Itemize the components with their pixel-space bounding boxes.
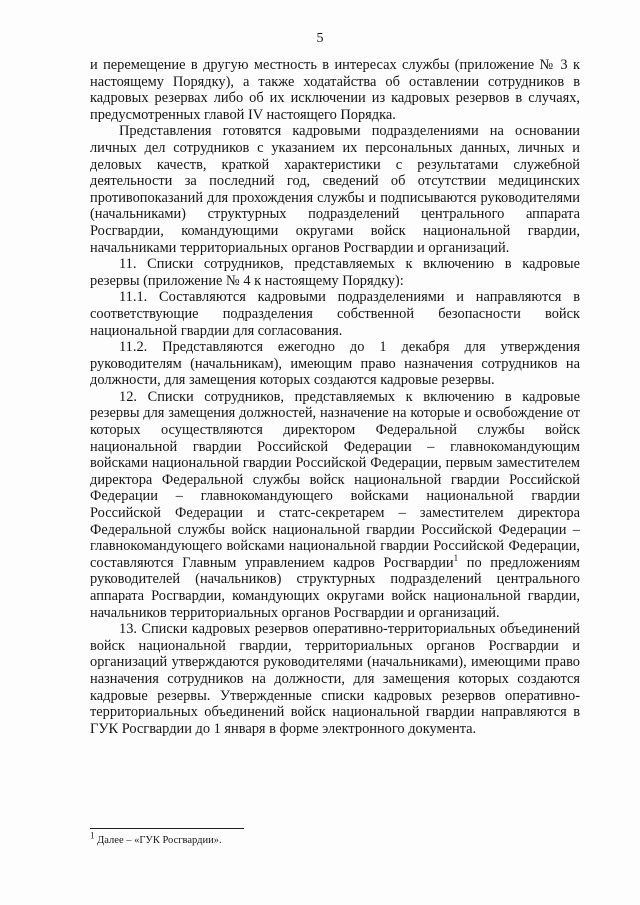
footnote-text: Далее – «ГУК Росгвардии». (94, 835, 222, 846)
footnote (90, 830, 580, 847)
paragraph-item-11-2: 11.2. Представляются ежегодно до 1 декабря для утверждения руководителям (начальникам), имеющим право назначения сотрудников на должности, для замещения которых создаются кадровые резервы. (90, 339, 580, 389)
footnote-separator (90, 828, 244, 829)
paragraph-continuation: и перемещение в другую местность в интересах службы (приложение № 3 к настоящему Порядку), а также ходатайства об оставлении сотрудников в кадровых резервах либо об их исключении из кадровых резервов в случаях, предусмотренных главой IV настоящего Порядка. (90, 57, 580, 123)
paragraph-item-13: 13. Списки кадровых резервов оперативно-территориальных объединений войск национальной гвардии, территориальных органов Росгвардии и организаций утверждаются руководителями (начальниками), имеющими право назначения сотрудников на должности, для замещения которых создаются кадровые резервы. Утвержденные списки кадровых резервов оперативно-территориальных объединений войск национальной гвардии направляются в ГУК Росгвардии до 1 января в форме электронного документа. (90, 621, 580, 737)
footnote-mark: 1 (90, 830, 95, 841)
paragraph-item-12-text: 12. Списки сотрудников, представляемых к включению в кадровые резервы для замещения должностей, назначение на которые и освобождение от которых осуществляются директором Федеральной службы войск национальной гвардии Российской Федерации – главнокомандующим войсками национальной гвардии Российской Федерации, первым заместителем директора Федеральной службы войск национальной гвардии Российской Федерации – главнокомандующего войсками национальной гвардии Российской Федерации и статс-секретарем – заместителем директора Федеральной службы войск национальной гвардии Российской Федерации – главнокомандующего войсками национальной гвардии Российской Федерации, составляются Главным управлением кадров Росгвардии (90, 388, 580, 571)
paragraph-item-11-1: 11.1. Составляются кадровыми подразделениями и направляются в соответствующие подразделения собственной безопасности войск национальной гвардии для согласования. (90, 289, 580, 339)
document-body (90, 57, 580, 737)
page-number: 5 (316, 31, 324, 46)
paragraph-item-12-tail: по предложениям руководителей (начальников) структурных подразделений центрального аппарата Росгвардии, командующих округами войск национальной гвардии, начальников территориальных органов Росгвардии и организаций. (90, 554, 580, 621)
paragraph-item-11: 11. Списки сотрудников, представляемых к включению в кадровые резервы (приложение № 4 к настоящему Порядку): (90, 256, 580, 289)
paragraph-item-12 (90, 389, 580, 621)
paragraph-representations: Представления готовятся кадровыми подразделениями на основании личных дел сотрудников с указанием их персональных данных, личных и деловых качеств, краткой характеристики с результатами служебной деятельности за последний год, сведений об отсутствии медицинских противопоказаний для прохождения службы и подписываются руководителями (начальниками) структурных подразделений центрального аппарата Росгвардии, командующими округами войск национальной гвардии, начальниками территориальных органов Росгвардии и организаций. (90, 123, 580, 256)
footnote-reference: 1 (453, 553, 459, 564)
